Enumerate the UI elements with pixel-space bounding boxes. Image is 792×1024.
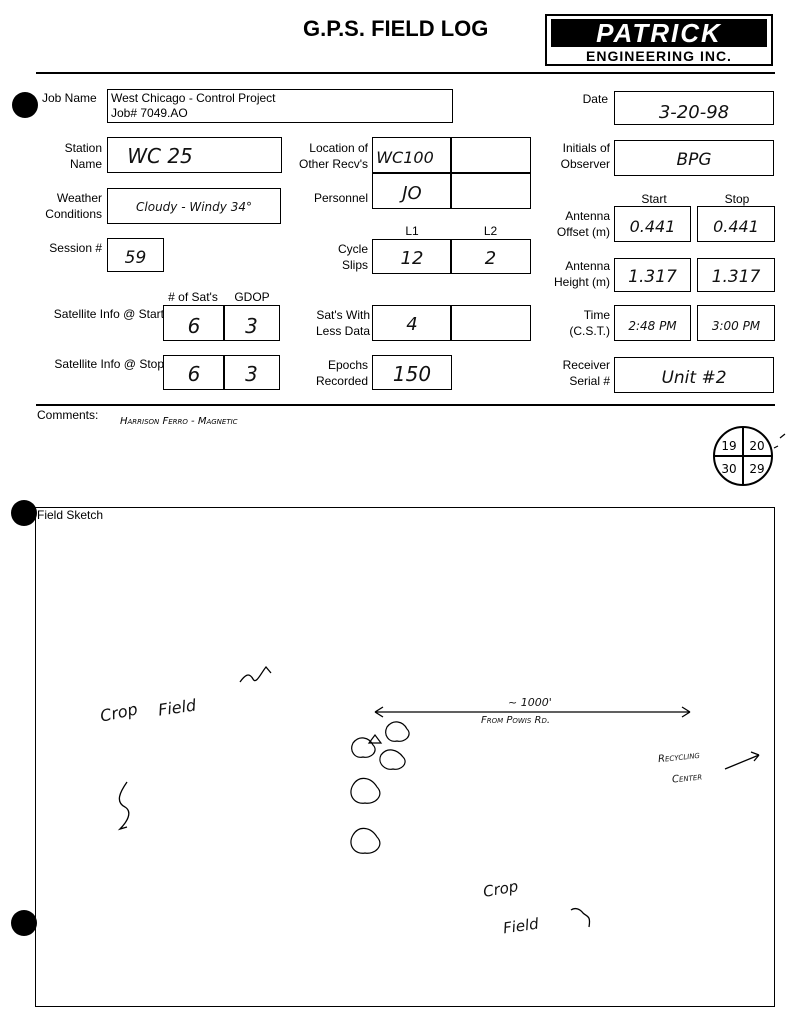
- station-name-label: Station Name: [64, 141, 102, 171]
- sats-less-data-label: Sat's With Less Data: [315, 308, 370, 338]
- punch-hole-middle: [11, 500, 37, 526]
- epochs-value: 150: [392, 362, 432, 386]
- tree-clump-icon: [380, 750, 405, 769]
- sat-start-gdop-value: 3: [245, 314, 258, 338]
- antenna-height-stop-value: 1.317: [711, 267, 761, 287]
- stop-header: Stop: [724, 192, 750, 206]
- personnel-field-2[interactable]: [450, 173, 531, 209]
- weather-label: Weather Conditions: [45, 191, 102, 221]
- tree-clump-icon: [352, 738, 375, 757]
- sketch-crop-field-1a: Crop: [98, 699, 140, 726]
- initials-label: Initials of Observer: [560, 141, 610, 171]
- sketch-crop-field-1b: Field: [156, 695, 198, 720]
- header-divider: [36, 72, 775, 74]
- comments-label: Comments:: [37, 408, 99, 422]
- quadrant-tr: 20: [749, 439, 765, 453]
- sat-start-count-value: 6: [187, 314, 201, 338]
- sats-less-data-value: 4: [406, 313, 418, 335]
- job-name-field[interactable]: [107, 89, 453, 123]
- date-value: 3-20-98: [658, 101, 730, 123]
- punch-hole-bottom: [11, 910, 37, 936]
- tree-clump-icon: [351, 778, 380, 803]
- logo-subtitle: ENGINEERING INC.: [586, 48, 732, 64]
- sketch-distance: ~ 1000': [508, 696, 552, 709]
- tree-clump-icon: [386, 722, 409, 741]
- antenna-offset-label: Antenna Offset (m): [556, 209, 610, 239]
- recycling-arrow-icon: [725, 752, 759, 769]
- personnel-value: JO: [402, 182, 422, 204]
- gdop-header: GDOP: [234, 290, 270, 304]
- antenna-height-label: Antenna Height (m): [553, 259, 610, 289]
- comments-divider: [36, 404, 775, 406]
- distance-arrow-icon: [375, 707, 690, 717]
- date-label: Date: [582, 92, 608, 106]
- time-label: Time (C.S.T.): [569, 308, 610, 338]
- sketch-recycling-1: Recycling: [657, 749, 701, 766]
- antenna-height-start-value: 1.317: [628, 267, 677, 287]
- epochs-label: Epochs Recorded: [315, 358, 368, 388]
- location-other-value-2: [450, 142, 531, 172]
- initials-value: BPG: [676, 150, 712, 170]
- l2-header: L2: [483, 224, 498, 238]
- antenna-offset-start-value: 0.441: [629, 216, 676, 236]
- job-name-label: Job Name: [42, 91, 97, 105]
- quadrant-tl: 19: [721, 439, 737, 453]
- sat-info-stop-label: Satellite Info @ Stop: [54, 357, 164, 371]
- comments-value[interactable]: Harrison Ferro - Magnetic: [120, 416, 238, 427]
- job-name-value: West Chicago - Control Project Job# 7049.AO: [111, 91, 276, 120]
- location-other-value-1: WC100: [376, 147, 434, 167]
- field-sketch-label: Field Sketch: [37, 508, 104, 522]
- time-start-value: 2:48 PM: [628, 319, 677, 333]
- quadrant-br: 29: [749, 462, 765, 476]
- personnel-label: Personnel: [313, 191, 368, 205]
- logo-name: PATRICK: [551, 19, 767, 47]
- sats-less-data-field-2[interactable]: [450, 305, 531, 341]
- session-value: 59: [124, 248, 147, 268]
- quadrant-circle-icon: [706, 420, 792, 492]
- start-header: Start: [641, 192, 667, 206]
- weather-value: Cloudy - Windy 34°: [136, 200, 252, 214]
- l1-header: L1: [405, 224, 419, 238]
- tree-clump-icon: [351, 828, 380, 853]
- antenna-offset-stop-value: 0.441: [713, 216, 759, 236]
- receiver-serial-value: Unit #2: [661, 368, 727, 388]
- sat-stop-count-value: 6: [187, 362, 201, 386]
- quadrant-bl: 30: [721, 462, 737, 476]
- sketch-recycling-2: Center: [671, 771, 703, 786]
- company-logo: [545, 14, 773, 66]
- punch-hole-top: [12, 92, 38, 118]
- cycle-slips-l1-value: 12: [400, 248, 424, 269]
- time-stop-value: 3:00 PM: [711, 319, 761, 333]
- page-title: G.P.S. FIELD LOG: [303, 16, 489, 41]
- session-label: Session #: [49, 241, 102, 255]
- sat-stop-gdop-value: 3: [245, 362, 258, 386]
- sketch-crop-field-2b: Field: [501, 914, 540, 938]
- cycle-slips-l2-value: 2: [484, 248, 497, 269]
- location-other-label: Location of Other Recv's: [299, 141, 368, 171]
- sketch-from-road: From Powis Rd.: [481, 715, 551, 726]
- sat-info-start-label: Satellite Info @ Start: [53, 307, 164, 321]
- sketch-crop-field-2a: Crop: [481, 877, 520, 901]
- cycle-slips-label: Cycle Slips: [337, 242, 368, 272]
- receiver-serial-label: Receiver Serial #: [562, 358, 610, 388]
- sketch-drawing: [35, 507, 775, 1007]
- num-sats-header: # of Sat's: [168, 290, 218, 304]
- station-name-value: WC 25: [127, 144, 193, 168]
